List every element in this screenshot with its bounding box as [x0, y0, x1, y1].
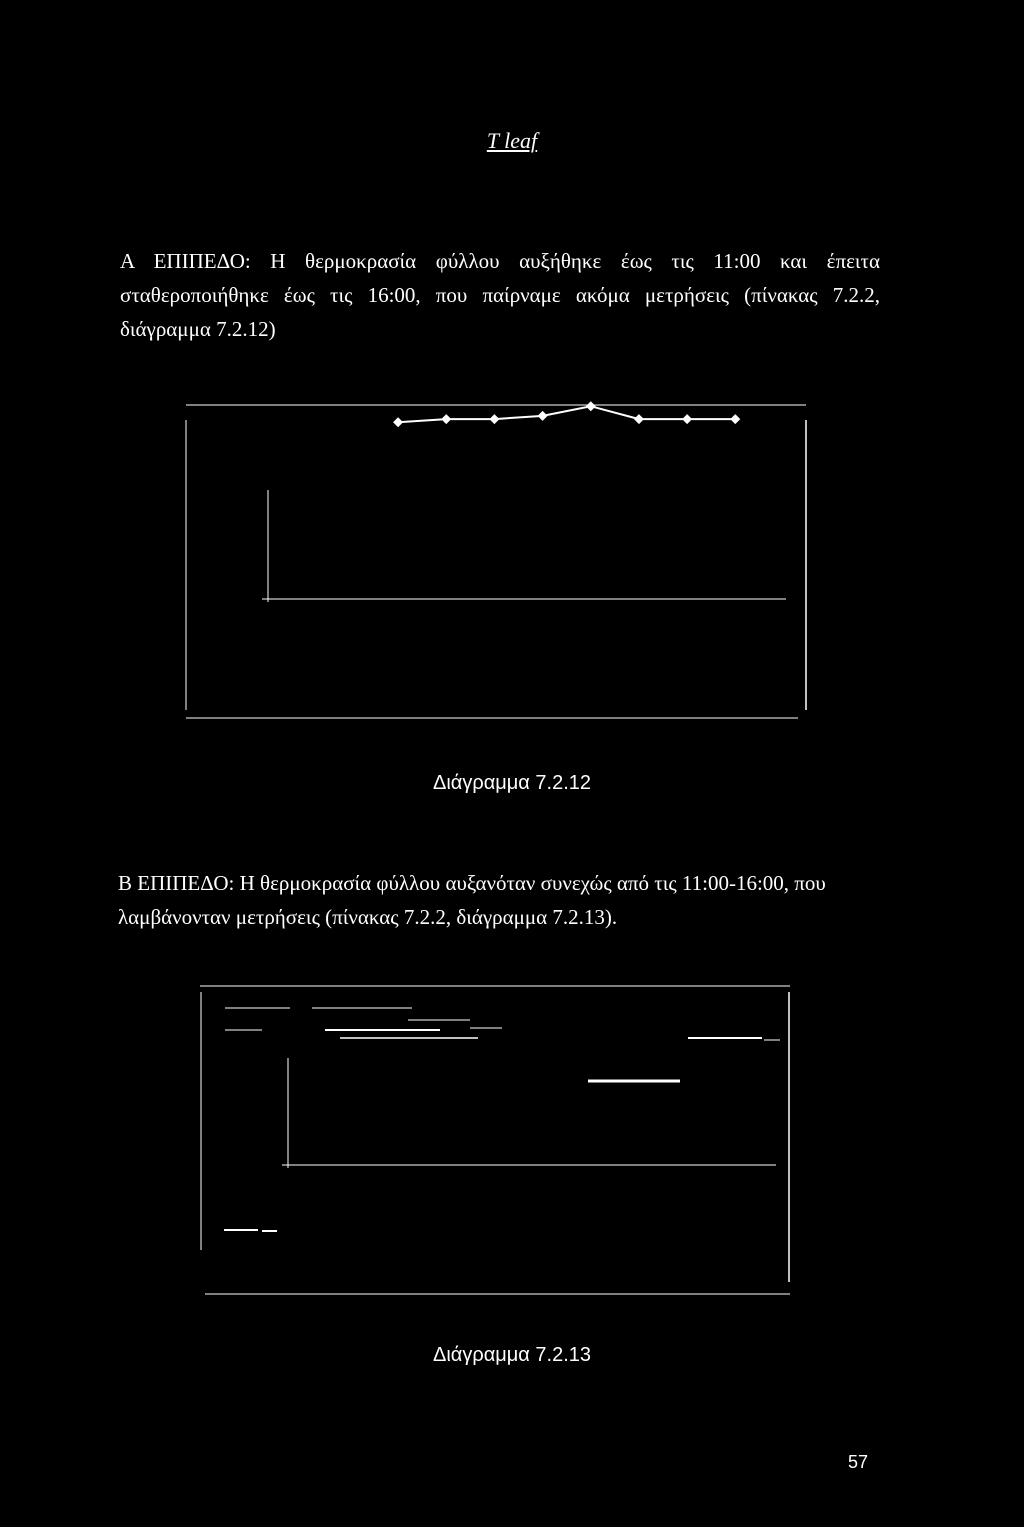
caption-diagram-7-2-12: Διάγραμμα 7.2.12: [432, 772, 592, 794]
page-title: T leaf: [486, 128, 538, 153]
chart-7-2-13-axes: [282, 1058, 776, 1168]
caption-diagram-7-2-13: Διάγραμμα 7.2.13: [432, 1344, 592, 1366]
paragraph-level-a: Α ΕΠΙΠΕΔΟ: Η θερμοκρασία φύλλου αυξήθηκε έως τις 11:00 και έπειτα σταθεροποιήθηκε έως τις 16:00, που παίρναμε ακόμα μετρήσεις (πίνακας 7.2.2, διάγραμμα 7.2.12): [120, 249, 880, 341]
chart-7-2-13-artifacts: [224, 1008, 780, 1231]
paragraph-level-b: Β ΕΠΙΠΕΔΟ: Η θερμοκρασία φύλλου αυξανόταν συνεχώς από τις 11:00-16:00, που λαμβάνονταν μετρήσεις (πίνακας 7.2.2, διάγραμμα 7.2.13).: [118, 871, 826, 929]
page-number: 57: [848, 1452, 869, 1472]
